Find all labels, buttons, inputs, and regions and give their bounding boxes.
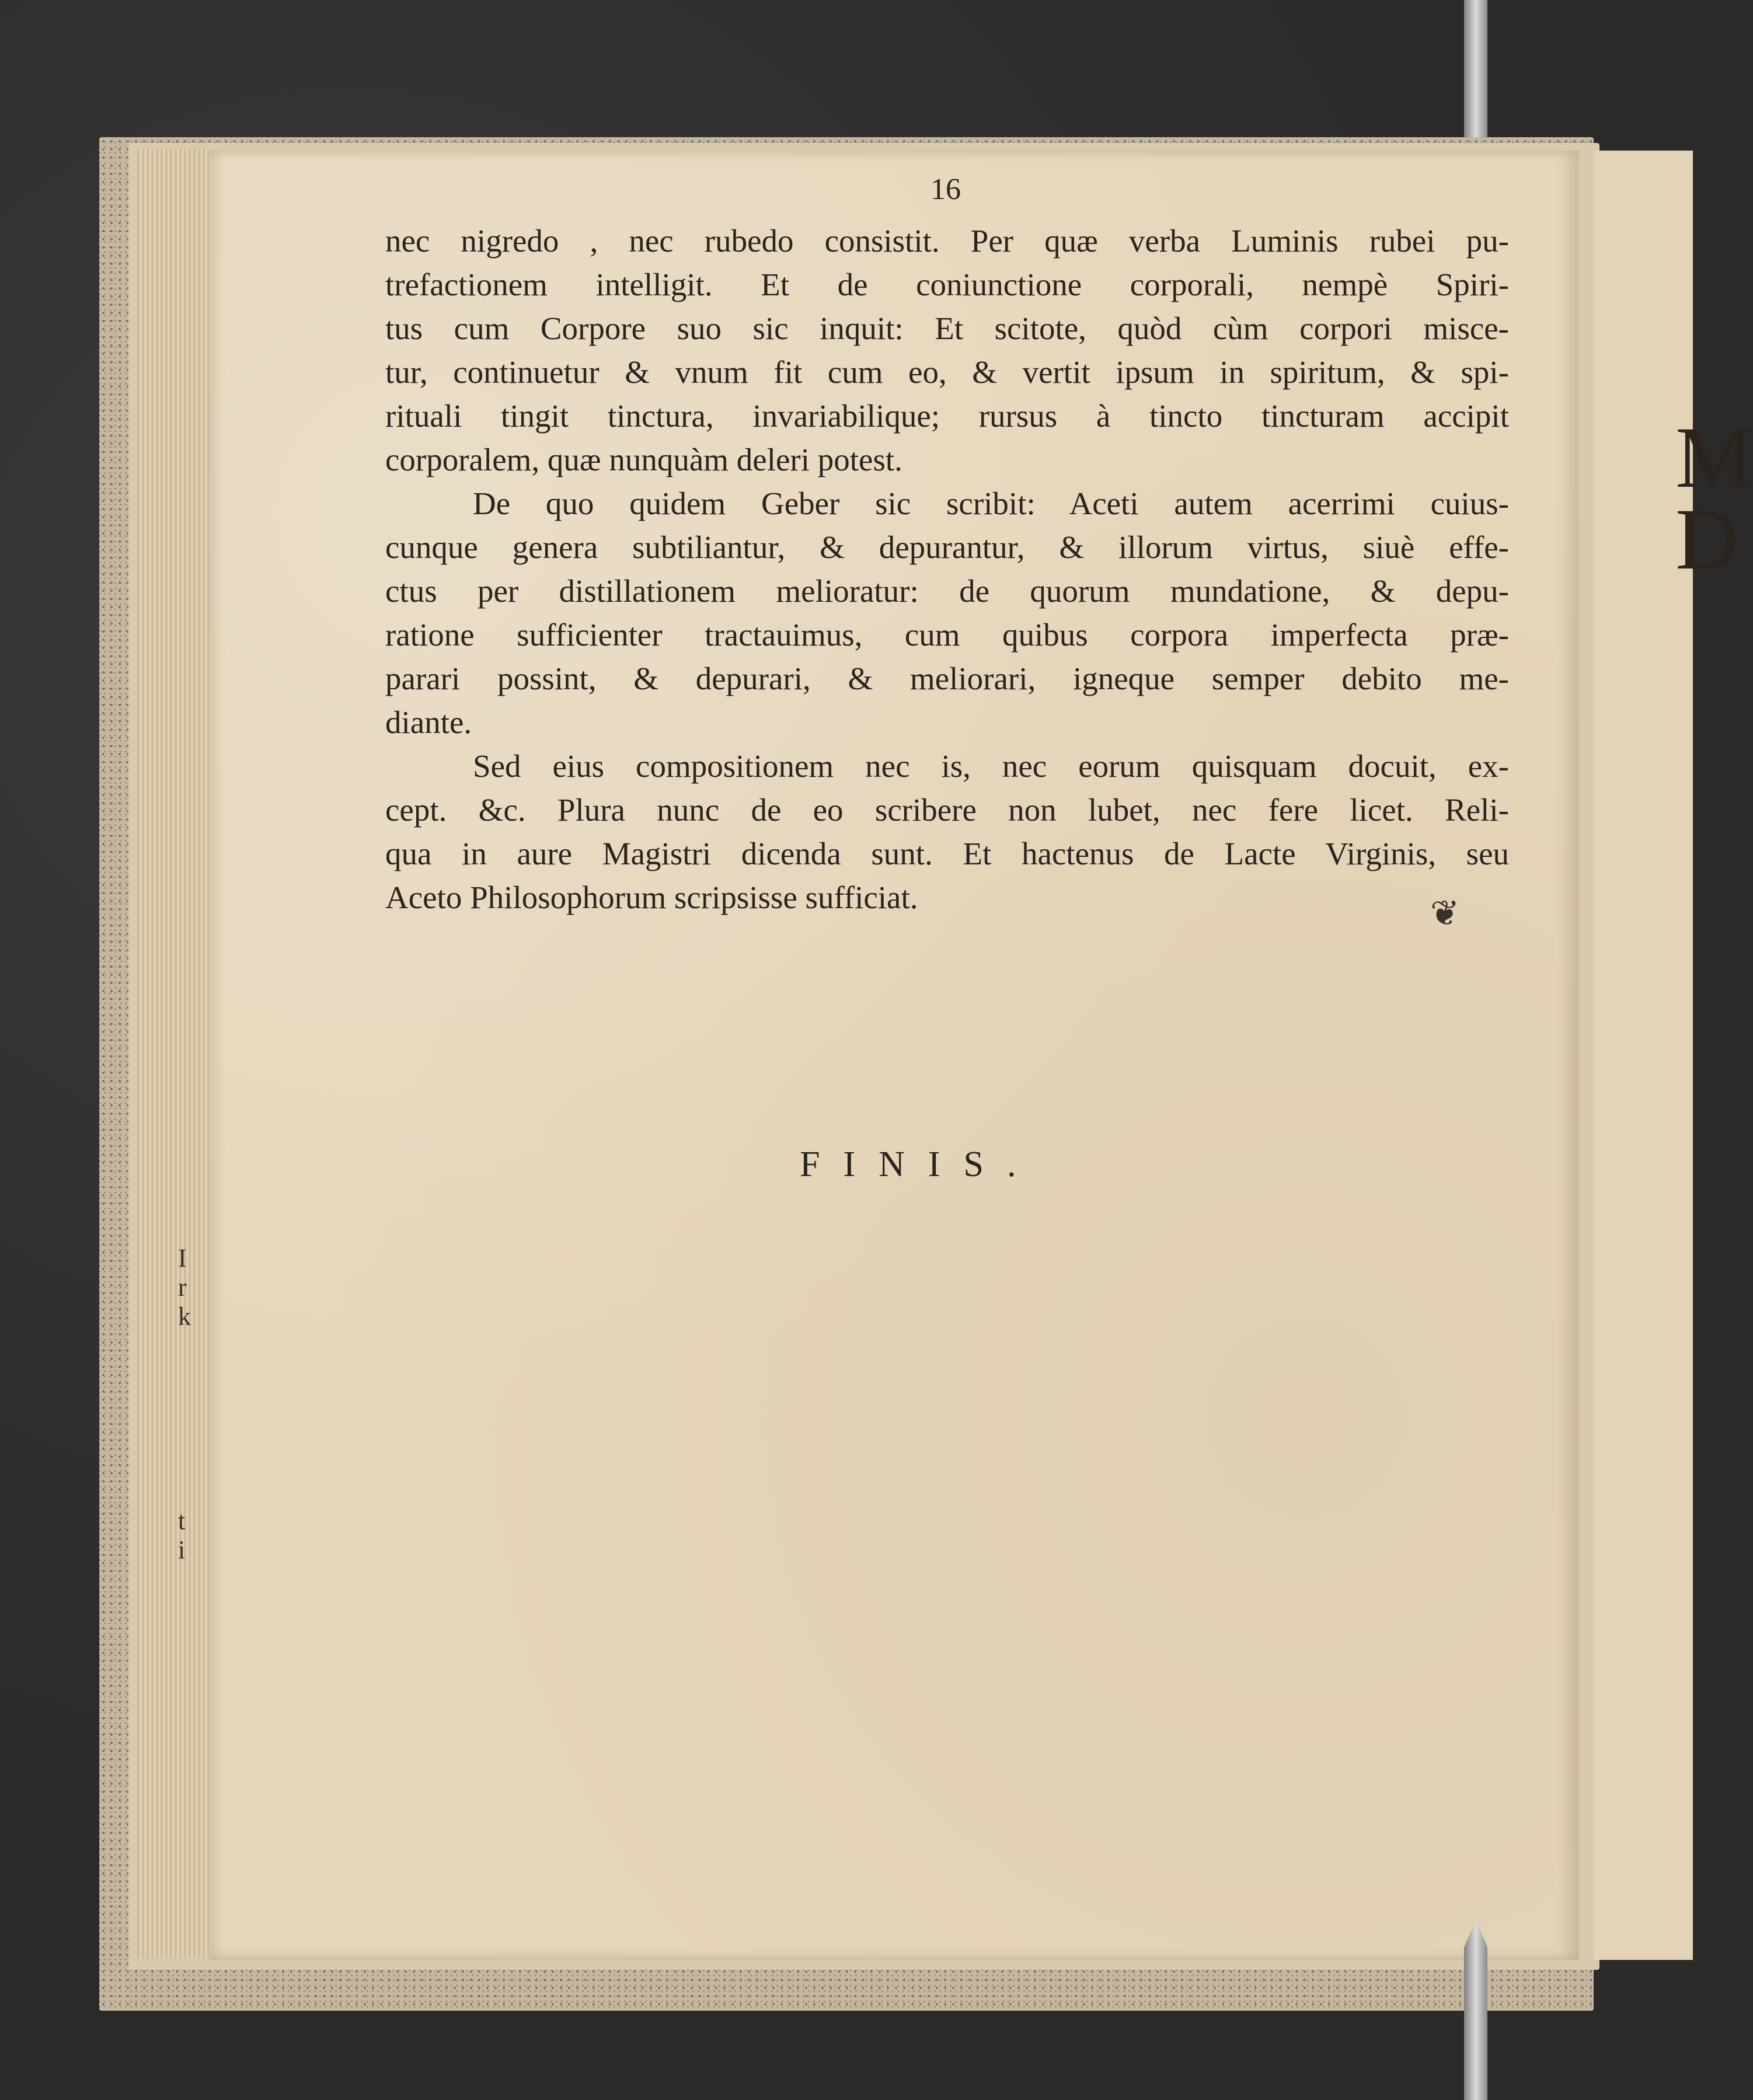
- text-line: cept. &c. Plura nunc de eo scribere non lubet, nec fere licet. Reli-: [385, 792, 1509, 828]
- page-edges: [137, 149, 213, 1958]
- margin-mark: t: [178, 1506, 186, 1535]
- text-line: ctus per distillationem melioratur: de quorum mundatione, & depu-: [385, 573, 1509, 609]
- text-line: trefactionem intelligit. Et de coniunctione corporali, nempè Spiri-: [385, 267, 1509, 302]
- page-clip-bottom: [1464, 1920, 1487, 2100]
- text-line: Sed eius compositionem nec is, nec eorum quisquam docuit, ex-: [473, 748, 1509, 784]
- finis-heading: FINIS.: [800, 1145, 1040, 1184]
- text-line: De quo quidem Geber sic scribit: Aceti autem acerrimi cuius-: [473, 486, 1509, 521]
- text-line: tur, continuetur & vnum fit cum eo, & vertit ipsum in spiritum, & spi-: [385, 354, 1509, 390]
- facing-page-letter: D: [1675, 491, 1739, 588]
- page-number: 16: [930, 173, 961, 206]
- facing-page: [1594, 151, 1753, 1960]
- facing-page-letter: M: [1675, 409, 1753, 506]
- body-text: [385, 219, 1509, 919]
- margin-mark: k: [178, 1302, 191, 1331]
- margin-mark: I: [178, 1244, 187, 1272]
- text-line: nec nigredo , nec rubedo consistit. Per quæ verba Luminis rubei pu-: [385, 223, 1509, 259]
- margin-mark: r: [178, 1273, 187, 1302]
- text-line: qua in aure Magistri dicenda sunt. Et hactenus de Lacte Virginis, seu: [385, 836, 1509, 871]
- text-line: rituali tingit tinctura, invariabilique; rursus à tincto tincturam accipit: [385, 398, 1509, 434]
- text-line: ratione sufficienter tractauimus, cum quibus corpora imperfecta præ-: [385, 617, 1509, 653]
- paragraph-1: [385, 219, 1509, 482]
- paragraph-2: [385, 482, 1509, 744]
- text-line: Aceto Philosophorum scripsisse sufficiat.: [385, 880, 918, 915]
- paragraph-3: [385, 744, 1509, 919]
- ornament-icon: ❦: [1430, 893, 1460, 934]
- text-line: parari possint, & depurari, & meliorari, igneque semper debito me-: [385, 661, 1509, 696]
- text-line: diante.: [385, 704, 472, 740]
- text-line: cunque genera subtiliantur, & depurantur, & illorum virtus, siuè effe-: [385, 529, 1509, 565]
- text-line: tus cum Corpore suo sic inquit: Et scitote, quòd cùm corpori misce-: [385, 311, 1509, 346]
- margin-mark: i: [178, 1536, 186, 1564]
- text-line: corporalem, quæ nunquàm deleri potest.: [385, 442, 902, 477]
